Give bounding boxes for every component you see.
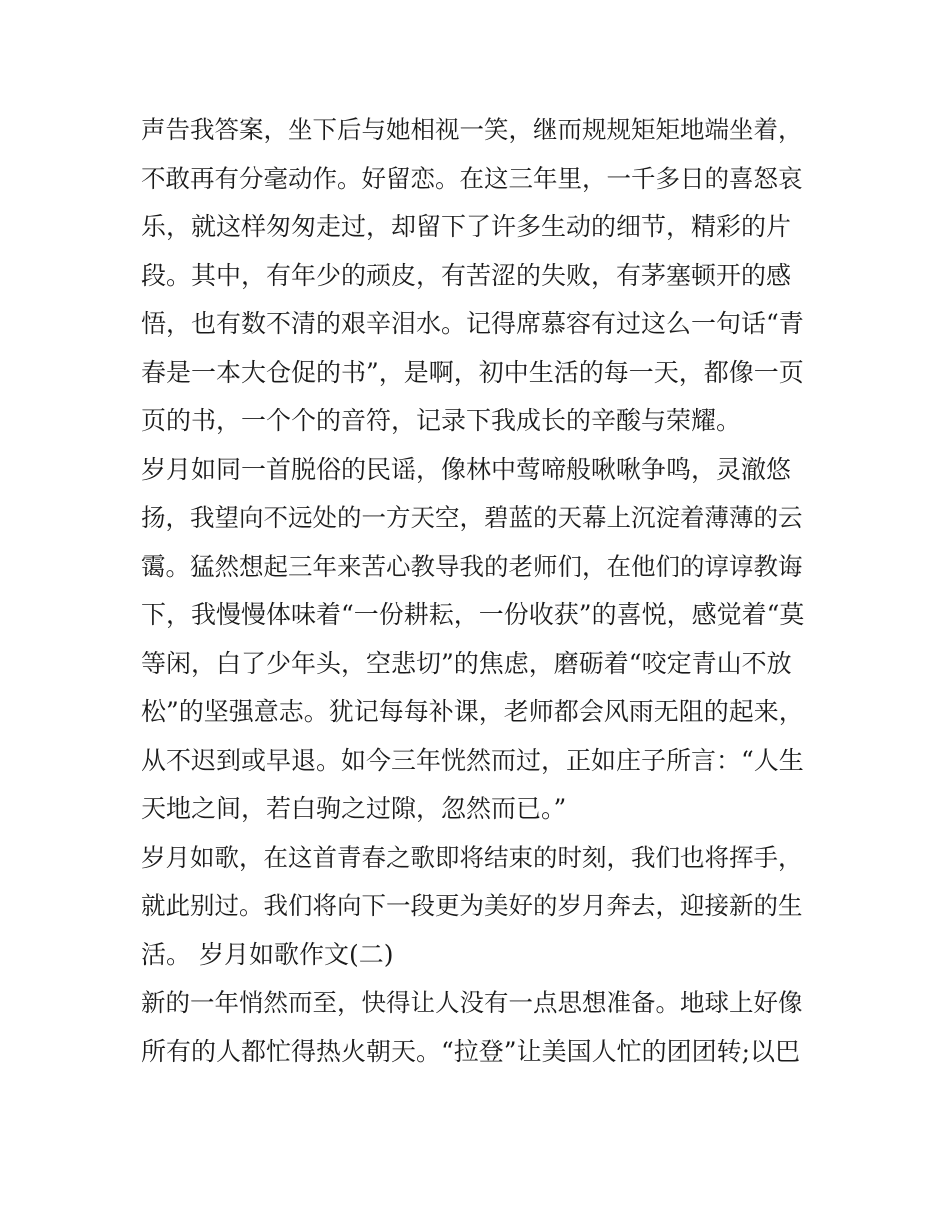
text-line: 松”的坚强意志。犹记每每补课，老师都会风雨无阻的起来，	[141, 697, 804, 726]
text-line: 新的一年悄然而至，快得让人没有一点思想准备。地球上好像	[141, 988, 803, 1017]
text-line: 从不迟到或早退。如今三年恍然而过，正如庄子所言：“人生	[141, 745, 804, 775]
text-line: 天地之间，若白驹之过隙，忽然而已。”	[141, 794, 567, 823]
text-line: 岁月如歌，在这首青春之歌即将结束的时刻，我们也将挥手，	[141, 842, 803, 872]
text-line: 霭。猛然想起三年来苦心教导我的老师们，在他们的谆谆教诲	[141, 551, 803, 581]
section-heading-line: 活。 岁月如歌作文(二)	[141, 939, 394, 969]
text-line: 所有的人都忙得热火朝天。“拉登”让美国人忙的团团转;以巴	[141, 1036, 800, 1066]
text-line: 下，我慢慢体味着“一份耕耘，一份收获”的喜悦，感觉着“莫	[141, 600, 805, 629]
text-line: 段。其中，有年少的顽皮，有苦涩的失败，有茅塞顿开的感	[141, 260, 792, 290]
text-line: 声告我答案，坐下后与她相视一笑，继而规规矩矩地端坐着，	[141, 115, 803, 144]
text-line: 扬，我望向不远处的一方天空，碧蓝的天幕上沉淀着薄薄的云	[141, 503, 803, 532]
text-line: 页的书，一个个的音符，记录下我成长的辛酸与荣耀。	[141, 406, 742, 435]
body-text	[141, 106, 813, 1076]
text-line: 不敢再有分毫动作。好留恋。在这三年里，一千多日的喜怒哀	[141, 163, 803, 193]
text-line: 悟，也有数不清的艰辛泪水。记得席慕容有过这么一句话“青	[141, 309, 804, 338]
text-line: 春是一本大仓促的书”，是啊，初中生活的每一天，都像一页	[141, 357, 804, 387]
text-line: 就此别过。我们将向下一段更为美好的岁月奔去，迎接新的生	[141, 891, 803, 920]
text-line: 等闲，白了少年头，空悲切”的焦虑，磨砺着“咬定青山不放	[141, 648, 792, 678]
text-line: 乐，就这样匆匆走过，却留下了许多生动的细节，精彩的片	[141, 212, 792, 241]
text-line: 岁月如同一首脱俗的民谣，像林中莺啼般啾啾争鸣，灵澈悠	[141, 454, 792, 484]
